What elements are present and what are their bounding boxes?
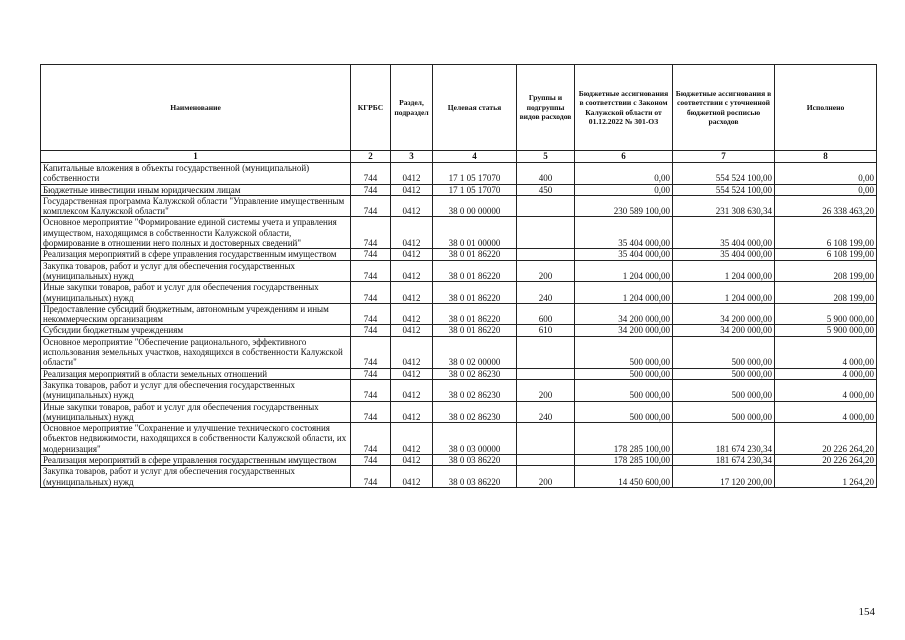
cell-target: 38 0 01 00000 xyxy=(433,217,517,249)
cell-target: 38 0 02 00000 xyxy=(433,336,517,368)
cell-executed-amount: 0,00 xyxy=(775,184,877,195)
column-number-row xyxy=(41,151,877,163)
cell-section: 0412 xyxy=(391,379,433,401)
table-row xyxy=(41,217,877,249)
cell-name: Реализация мероприятий в области земельных отношений xyxy=(41,368,351,379)
cell-name: Основное мероприятие "Сохранение и улучшение технического состояния объектов недвижимости, находящихся в собственности Калужской области, их модернизация" xyxy=(41,423,351,455)
cell-executed-amount: 4 000,00 xyxy=(775,368,877,379)
cell-revised-amount: 1 204 000,00 xyxy=(673,282,775,304)
cell-section: 0412 xyxy=(391,260,433,282)
cell-target: 38 0 00 00000 xyxy=(433,195,517,217)
cell-target: 17 1 05 17070 xyxy=(433,184,517,195)
cell-executed-amount: 5 900 000,00 xyxy=(775,303,877,325)
cell-revised-amount: 500 000,00 xyxy=(673,401,775,423)
cell-target: 38 0 01 86220 xyxy=(433,249,517,260)
cell-target: 38 0 01 86220 xyxy=(433,303,517,325)
cell-kgrbs: 744 xyxy=(351,260,391,282)
cell-target: 38 0 03 86220 xyxy=(433,466,517,488)
cell-group xyxy=(517,336,575,368)
cell-group xyxy=(517,423,575,455)
cell-section: 0412 xyxy=(391,195,433,217)
cell-group: 600 xyxy=(517,303,575,325)
cell-name: Иные закупки товаров, работ и услуг для обеспечения государственных (муниципальных) нужд xyxy=(41,282,351,304)
cell-revised-amount: 231 308 630,34 xyxy=(673,195,775,217)
cell-name: Иные закупки товаров, работ и услуг для обеспечения государственных (муниципальных) нужд xyxy=(41,401,351,423)
cell-name: Реализация мероприятий в сфере управления государственным имуществом xyxy=(41,455,351,466)
cell-law-amount: 1 204 000,00 xyxy=(575,260,673,282)
header-target: Целевая статья xyxy=(433,65,517,151)
cell-revised-amount: 34 200 000,00 xyxy=(673,303,775,325)
cell-kgrbs: 744 xyxy=(351,466,391,488)
cell-executed-amount: 208 199,00 xyxy=(775,260,877,282)
cell-section: 0412 xyxy=(391,336,433,368)
cell-section: 0412 xyxy=(391,249,433,260)
table-body xyxy=(41,163,877,488)
cell-executed-amount: 208 199,00 xyxy=(775,282,877,304)
cell-executed-amount: 20 226 264,20 xyxy=(775,455,877,466)
header-executed: Исполнено xyxy=(775,65,877,151)
cell-executed-amount: 5 900 000,00 xyxy=(775,325,877,336)
cell-executed-amount: 4 000,00 xyxy=(775,379,877,401)
table-row xyxy=(41,379,877,401)
cell-revised-amount: 17 120 200,00 xyxy=(673,466,775,488)
cell-kgrbs: 744 xyxy=(351,303,391,325)
cell-law-amount: 0,00 xyxy=(575,163,673,185)
cell-executed-amount: 26 338 463,20 xyxy=(775,195,877,217)
header-name: Наименование xyxy=(41,65,351,151)
table-row xyxy=(41,184,877,195)
column-number: 1 xyxy=(41,151,351,163)
cell-name: Закупка товаров, работ и услуг для обеспечения государственных (муниципальных) нужд xyxy=(41,466,351,488)
cell-executed-amount: 20 226 264,20 xyxy=(775,423,877,455)
cell-kgrbs: 744 xyxy=(351,423,391,455)
cell-group xyxy=(517,455,575,466)
cell-section: 0412 xyxy=(391,303,433,325)
cell-group xyxy=(517,217,575,249)
cell-law-amount: 1 204 000,00 xyxy=(575,282,673,304)
cell-law-amount: 14 450 600,00 xyxy=(575,466,673,488)
cell-group: 200 xyxy=(517,260,575,282)
cell-name: Государственная программа Калужской области "Управление имущественным комплексом Калужской области" xyxy=(41,195,351,217)
cell-group: 450 xyxy=(517,184,575,195)
cell-name: Основное мероприятие "Обеспечение рационального, эффективного использования земельных участков, находящихся в собственности Калужской области" xyxy=(41,336,351,368)
cell-section: 0412 xyxy=(391,423,433,455)
column-number: 4 xyxy=(433,151,517,163)
cell-group: 200 xyxy=(517,379,575,401)
cell-target: 38 0 02 86230 xyxy=(433,368,517,379)
cell-section: 0412 xyxy=(391,466,433,488)
cell-name: Бюджетные инвестиции иным юридическим лицам xyxy=(41,184,351,195)
cell-name: Предоставление субсидий бюджетным, автономным учреждениям и иным некоммерческим организациям xyxy=(41,303,351,325)
cell-law-amount: 500 000,00 xyxy=(575,368,673,379)
table-row xyxy=(41,260,877,282)
cell-law-amount: 34 200 000,00 xyxy=(575,325,673,336)
cell-section: 0412 xyxy=(391,325,433,336)
column-number: 8 xyxy=(775,151,877,163)
cell-executed-amount: 1 264,20 xyxy=(775,466,877,488)
cell-law-amount: 0,00 xyxy=(575,184,673,195)
cell-revised-amount: 554 524 100,00 xyxy=(673,184,775,195)
cell-executed-amount: 0,00 xyxy=(775,163,877,185)
cell-kgrbs: 744 xyxy=(351,184,391,195)
header-group: Группы и подгруппы видов расходов xyxy=(517,65,575,151)
column-number: 7 xyxy=(673,151,775,163)
cell-executed-amount: 6 108 199,00 xyxy=(775,249,877,260)
cell-group: 200 xyxy=(517,466,575,488)
cell-revised-amount: 1 204 000,00 xyxy=(673,260,775,282)
cell-group: 610 xyxy=(517,325,575,336)
table-row xyxy=(41,249,877,260)
cell-section: 0412 xyxy=(391,217,433,249)
cell-revised-amount: 181 674 230,34 xyxy=(673,423,775,455)
column-number: 5 xyxy=(517,151,575,163)
cell-revised-amount: 500 000,00 xyxy=(673,336,775,368)
cell-target: 17 1 05 17070 xyxy=(433,163,517,185)
cell-kgrbs: 744 xyxy=(351,282,391,304)
budget-table-sheet xyxy=(40,64,876,488)
table-row xyxy=(41,282,877,304)
table-row xyxy=(41,423,877,455)
cell-section: 0412 xyxy=(391,163,433,185)
column-number: 2 xyxy=(351,151,391,163)
cell-name: Основное мероприятие "Формирование единой системы учета и управления имуществом, находящимся в собственности Калужской области, формирование в отношении него полных и достоверных сведений" xyxy=(41,217,351,249)
cell-revised-amount: 34 200 000,00 xyxy=(673,325,775,336)
cell-name: Капитальные вложения в объекты государственной (муниципальной) собственности xyxy=(41,163,351,185)
cell-section: 0412 xyxy=(391,368,433,379)
cell-kgrbs: 744 xyxy=(351,379,391,401)
cell-section: 0412 xyxy=(391,184,433,195)
cell-executed-amount: 6 108 199,00 xyxy=(775,217,877,249)
cell-group xyxy=(517,368,575,379)
column-number: 3 xyxy=(391,151,433,163)
cell-target: 38 0 01 86220 xyxy=(433,260,517,282)
header-row xyxy=(41,65,877,151)
cell-kgrbs: 744 xyxy=(351,163,391,185)
table-row xyxy=(41,401,877,423)
cell-revised-amount: 181 674 230,34 xyxy=(673,455,775,466)
cell-revised-amount: 500 000,00 xyxy=(673,368,775,379)
cell-revised-amount: 35 404 000,00 xyxy=(673,217,775,249)
cell-executed-amount: 4 000,00 xyxy=(775,401,877,423)
cell-group xyxy=(517,249,575,260)
table-row xyxy=(41,303,877,325)
table-row xyxy=(41,325,877,336)
cell-section: 0412 xyxy=(391,455,433,466)
budget-table xyxy=(40,64,877,488)
cell-target: 38 0 03 86220 xyxy=(433,455,517,466)
cell-revised-amount: 500 000,00 xyxy=(673,379,775,401)
cell-section: 0412 xyxy=(391,282,433,304)
cell-revised-amount: 554 524 100,00 xyxy=(673,163,775,185)
cell-name: Субсидии бюджетным учреждениям xyxy=(41,325,351,336)
cell-group: 240 xyxy=(517,401,575,423)
table-row xyxy=(41,336,877,368)
cell-kgrbs: 744 xyxy=(351,325,391,336)
cell-law-amount: 500 000,00 xyxy=(575,401,673,423)
table-row xyxy=(41,455,877,466)
cell-kgrbs: 744 xyxy=(351,217,391,249)
cell-law-amount: 178 285 100,00 xyxy=(575,455,673,466)
cell-section: 0412 xyxy=(391,401,433,423)
cell-target: 38 0 02 86230 xyxy=(433,379,517,401)
cell-law-amount: 500 000,00 xyxy=(575,379,673,401)
cell-target: 38 0 03 00000 xyxy=(433,423,517,455)
header-kgrbs: КГРБС xyxy=(351,65,391,151)
header-section: Раздел, подраздел xyxy=(391,65,433,151)
cell-group xyxy=(517,195,575,217)
page-number: 154 xyxy=(858,606,875,618)
cell-executed-amount: 4 000,00 xyxy=(775,336,877,368)
cell-group: 240 xyxy=(517,282,575,304)
table-row xyxy=(41,195,877,217)
cell-group: 400 xyxy=(517,163,575,185)
cell-law-amount: 35 404 000,00 xyxy=(575,249,673,260)
cell-law-amount: 178 285 100,00 xyxy=(575,423,673,455)
cell-kgrbs: 744 xyxy=(351,401,391,423)
cell-law-amount: 500 000,00 xyxy=(575,336,673,368)
cell-kgrbs: 744 xyxy=(351,455,391,466)
table-row xyxy=(41,163,877,185)
cell-target: 38 0 01 86220 xyxy=(433,325,517,336)
cell-name: Реализация мероприятий в сфере управления государственным имуществом xyxy=(41,249,351,260)
cell-kgrbs: 744 xyxy=(351,336,391,368)
cell-law-amount: 35 404 000,00 xyxy=(575,217,673,249)
cell-revised-amount: 35 404 000,00 xyxy=(673,249,775,260)
header-law: Бюджетные ассигнования в соответствии с Законом Калужской области от 01.12.2022 № 301-ОЗ xyxy=(575,65,673,151)
cell-kgrbs: 744 xyxy=(351,195,391,217)
cell-kgrbs: 744 xyxy=(351,249,391,260)
header-revised: Бюджетные ассигнования в соответствии с уточненной бюджетной росписью расходов xyxy=(673,65,775,151)
cell-name: Закупка товаров, работ и услуг для обеспечения государственных (муниципальных) нужд xyxy=(41,379,351,401)
table-row xyxy=(41,466,877,488)
cell-kgrbs: 744 xyxy=(351,368,391,379)
cell-law-amount: 230 589 100,00 xyxy=(575,195,673,217)
column-number: 6 xyxy=(575,151,673,163)
cell-target: 38 0 01 86220 xyxy=(433,282,517,304)
cell-name: Закупка товаров, работ и услуг для обеспечения государственных (муниципальных) нужд xyxy=(41,260,351,282)
cell-law-amount: 34 200 000,00 xyxy=(575,303,673,325)
cell-target: 38 0 02 86230 xyxy=(433,401,517,423)
table-row xyxy=(41,368,877,379)
